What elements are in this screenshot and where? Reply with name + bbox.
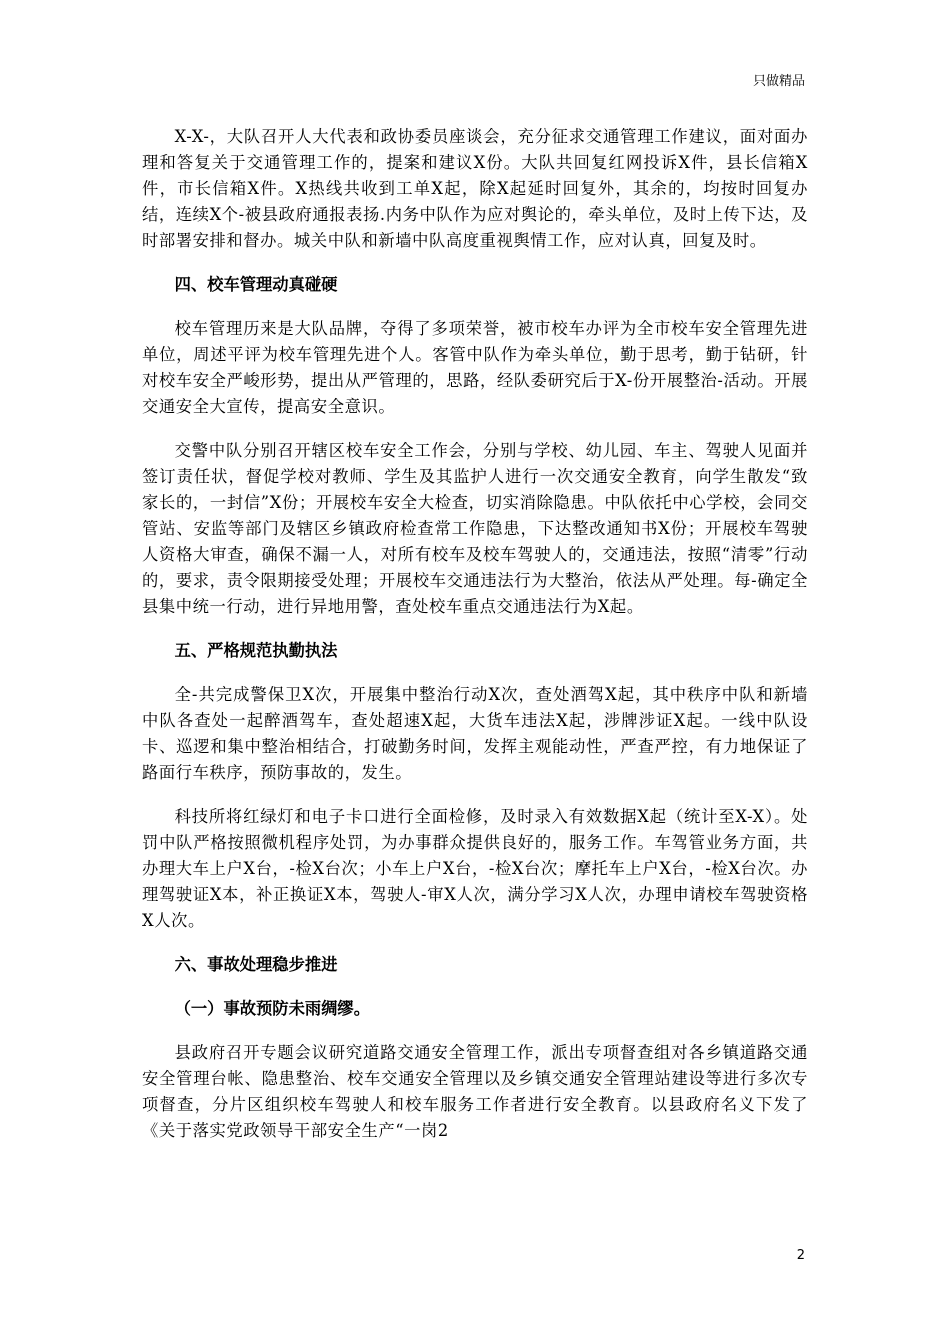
paragraph-2: 校车管理历来是大队品牌，夺得了多项荣誉，被市校车办评为全市校车安全管理先进单位，周述平评为校车管理先进个人。客管中队作为牵头单位，勤于思考，勤于钻研，针对校车安全严峻形势，提出从严管理的，思路，经队委研究后于X-份开展整治-活动。开展交通安全大宣传，提高安全意识。 [142, 319, 808, 416]
page-number: 2 [796, 1248, 805, 1263]
section-heading-5: 五、严格规范执勤执法 [174, 641, 338, 660]
section-heading-6: 六、事故处理稳步推进 [174, 955, 338, 974]
subsection-heading-6-1: （一）事故预防未雨绸缪。 [174, 999, 370, 1018]
paragraph-3: 交警中队分别召开辖区校车安全工作会，分别与学校、幼儿园、车主、驾驶人见面并签订责任状，督促学校对教师、学生及其监护人进行一次交通安全教育，向学生散发“致家长的，一封信”X份；开展校车安全大检查，切实消除隐患。中队依托中心学校，会同交管站、安监等部门及辖区乡镇政府检查常工作隐患，下达整改通知书X份；开展校车驾驶人资格大审查，确保不漏一人，对所有校车及校车驾驶人的，交通违法，按照“清零”行动的，要求，责令限期接受处理；开展校车交通违法行为大整治，依法从严处理。每-确定全县集中统一行动，进行异地用警，查处校车重点交通违法行为X起。 [142, 441, 808, 616]
paragraph-4: 全-共完成警保卫X次，开展集中整治行动X次，查处酒驾X起，其中秩序中队和新墙中队各查处一起醉酒驾车，查处超速X起，大货车违法X起，涉牌涉证X起。一线中队设卡、巡逻和集中整治相结合，打破勤务时间，发挥主观能动性，严查严控，有力地保证了路面行车秩序，预防事故的，发生。 [142, 685, 808, 782]
section-heading-4: 四、校车管理动真碰硬 [174, 275, 338, 294]
document-body [142, 124, 808, 1162]
paragraph-5: 科技所将红绿灯和电子卡口进行全面检修，及时录入有效数据X起（统计至X-X）。处罚中队严格按照微机程序处罚，为办事群众提供良好的，服务工作。车驾管业务方面，共办理大车上户X台，-检X台次；小车上户X台，-检X台次；摩托车上户X台，-检X台次。办理驾驶证X本，补正换证X本，驾驶人-审X人次，满分学习X人次，办理申请校车驾驶资格X人次。 [142, 807, 808, 930]
paragraph-1: X-X-，大队召开人大代表和政协委员座谈会，充分征求交通管理工作建议，面对面办理和答复关于交通管理工作的，提案和建议X份。大队共回复红网投诉X件，县长信箱X件，市长信箱X件。X热线共收到工单X起，除X起延时回复外，其余的，均按时回复办结，连续X个-被县政府通报表扬.内务中队作为应对舆论的，牵头单位，及时上传下达，及时部署安排和督办。城关中队和新墙中队高度重视舆情工作，应对认真，回复及时。 [142, 127, 808, 250]
paragraph-6: 县政府召开专题会议研究道路交通安全管理工作，派出专项督查组对各乡镇道路交通安全管理台帐、隐患整治、校车交通安全管理以及乡镇交通安全管理站建设等进行多次专项督查，分片区组织校车驾驶人和校车服务工作者进行安全教育。以县政府名义下发了《关于落实党政领导干部安全生产“一岗2 [142, 1043, 808, 1140]
page-header: 只做精品 [752, 74, 805, 89]
